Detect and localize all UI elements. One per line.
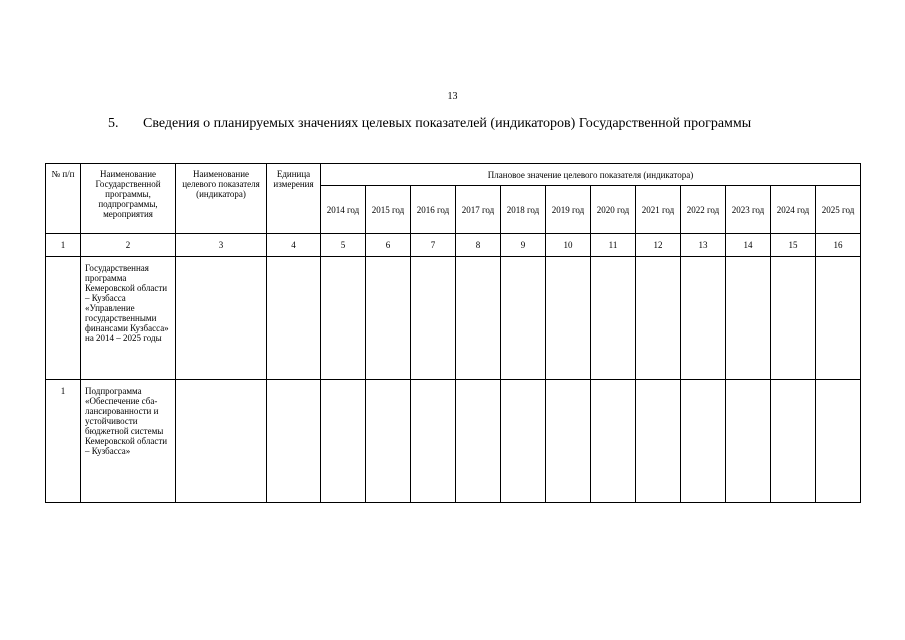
empty-cell bbox=[816, 380, 861, 503]
column-number: 3 bbox=[176, 234, 267, 257]
empty-cell bbox=[321, 257, 366, 380]
empty-cell bbox=[546, 257, 591, 380]
empty-cell bbox=[591, 257, 636, 380]
year-header: 2021 год bbox=[636, 186, 681, 234]
empty-cell bbox=[636, 380, 681, 503]
row-number bbox=[46, 257, 81, 380]
header-indicator: Наименование целевого показателя (индикатора) bbox=[176, 164, 267, 234]
year-header: 2017 год bbox=[456, 186, 501, 234]
empty-cell bbox=[501, 380, 546, 503]
empty-cell bbox=[816, 257, 861, 380]
column-number: 15 bbox=[771, 234, 816, 257]
column-number: 8 bbox=[456, 234, 501, 257]
empty-cell bbox=[771, 380, 816, 503]
header-program: Наименование Государственной программы, подпрограммы, мероприятия bbox=[81, 164, 176, 234]
column-number: 9 bbox=[501, 234, 546, 257]
empty-cell bbox=[176, 257, 267, 380]
empty-cell bbox=[591, 380, 636, 503]
indicators-table bbox=[45, 163, 861, 503]
column-number: 10 bbox=[546, 234, 591, 257]
column-number: 2 bbox=[81, 234, 176, 257]
column-number: 13 bbox=[681, 234, 726, 257]
row-name: Подпрограмма «Обеспечение сба-лансированности и устойчивости бюджетной системы Кемеровской области – Кузбасса» bbox=[81, 380, 176, 503]
column-number: 7 bbox=[411, 234, 456, 257]
year-header: 2015 год bbox=[366, 186, 411, 234]
empty-cell bbox=[456, 257, 501, 380]
section-number: 5. bbox=[108, 116, 119, 131]
empty-cell bbox=[501, 257, 546, 380]
year-header: 2018 год bbox=[501, 186, 546, 234]
year-header: 2020 год bbox=[591, 186, 636, 234]
empty-cell bbox=[411, 380, 456, 503]
empty-cell bbox=[771, 257, 816, 380]
column-number: 5 bbox=[321, 234, 366, 257]
year-header: 2019 год bbox=[546, 186, 591, 234]
column-number: 6 bbox=[366, 234, 411, 257]
empty-cell bbox=[726, 257, 771, 380]
column-number: 1 bbox=[46, 234, 81, 257]
empty-cell bbox=[366, 380, 411, 503]
table-row bbox=[46, 380, 861, 503]
column-number-row bbox=[46, 234, 861, 257]
column-number: 4 bbox=[267, 234, 321, 257]
table-row bbox=[46, 257, 861, 380]
year-header: 2024 год bbox=[771, 186, 816, 234]
empty-cell bbox=[546, 380, 591, 503]
empty-cell bbox=[321, 380, 366, 503]
empty-cell bbox=[726, 380, 771, 503]
empty-cell bbox=[681, 380, 726, 503]
year-header: 2023 год bbox=[726, 186, 771, 234]
header-num: № п/п bbox=[46, 164, 81, 234]
empty-cell bbox=[267, 257, 321, 380]
empty-cell bbox=[176, 380, 267, 503]
column-number: 14 bbox=[726, 234, 771, 257]
section-title: Сведения о планируемых значениях целевых показателей (индикаторов) Государственной программы bbox=[143, 116, 752, 131]
header-unit: Единица измерения bbox=[267, 164, 321, 234]
empty-cell bbox=[411, 257, 456, 380]
year-header: 2016 год bbox=[411, 186, 456, 234]
empty-cell bbox=[366, 257, 411, 380]
year-header: 2022 год bbox=[681, 186, 726, 234]
page-number: 13 bbox=[447, 91, 458, 102]
empty-cell bbox=[267, 380, 321, 503]
empty-cell bbox=[681, 257, 726, 380]
year-header: 2025 год bbox=[816, 186, 861, 234]
empty-cell bbox=[636, 257, 681, 380]
header-row bbox=[46, 164, 861, 186]
column-number: 16 bbox=[816, 234, 861, 257]
row-number: 1 bbox=[46, 380, 81, 503]
empty-cell bbox=[456, 380, 501, 503]
column-number: 12 bbox=[636, 234, 681, 257]
row-name: Государственная программа Кемеровской области – Кузбасса «Управление государственными финансами Кузбасса» на 2014 – 2025 годы bbox=[81, 257, 176, 380]
year-header: 2014 год bbox=[321, 186, 366, 234]
header-plan: Плановое значение целевого показателя (индикатора) bbox=[321, 164, 861, 186]
column-number: 11 bbox=[591, 234, 636, 257]
section-heading bbox=[108, 116, 751, 132]
